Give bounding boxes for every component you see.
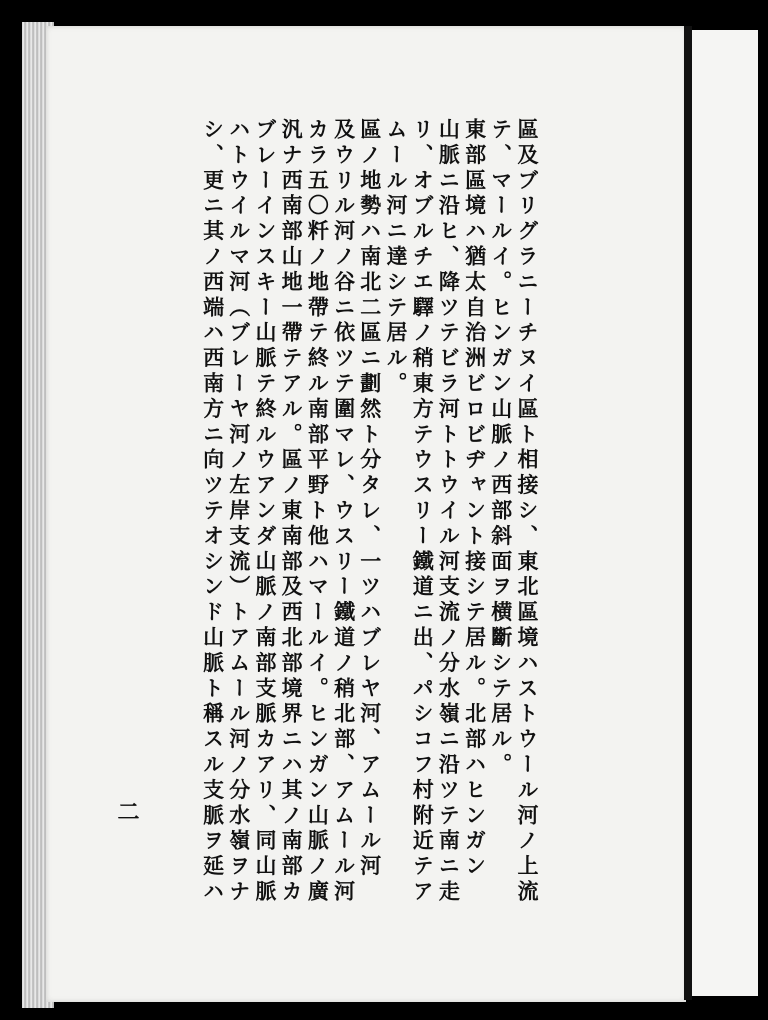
text-line-3: 山脈ニ沿ヒ、降ツテビラ河トトウイル河支流ノ分水嶺ニ沿ツテ南ニ走 bbox=[436, 118, 462, 906]
page-number: 二 bbox=[114, 800, 140, 822]
text-line-7: 及ウリル河ノ谷ニ依ツテ圍マレ、ウスリー鐵道ノ稍北部、アムール河 bbox=[331, 118, 357, 906]
text-line-8: カラ五〇粁ノ地帶テ終ル南部平野ト他ハマールイ。ヒンガン山脈ノ廣 bbox=[305, 118, 331, 906]
text-line-6: 區ノ地勢ハ南北二區ニ劃然ト分タレ、一ツハブレヤ河、アムール河 bbox=[357, 118, 383, 880]
text-line-9: 汎ナ西南部山地一帶テアル。區ノ東南部及西北部境界ニハ其ノ南部カ bbox=[279, 118, 305, 906]
text-line-12: シ、更ニ其ノ西端ハ西南方ニ向ツテオシンド山脈ト稱スル支脈ヲ延ハ bbox=[200, 118, 226, 906]
text-line-5: ムール河ニ達シテ居ル。 bbox=[383, 118, 409, 398]
facing-page-edge bbox=[692, 30, 758, 996]
text-line-2: 東部區境ハ猶太自治洲ビロビヂャント接シテ居ル。北部ハヒンガン bbox=[462, 118, 488, 880]
vertical-text-block bbox=[140, 118, 540, 958]
book-gutter bbox=[684, 26, 692, 1000]
text-line-4: リ、オブルチエ驛ノ稍東方テウスリー鐵道ニ出、パシコフ村附近テア bbox=[410, 118, 436, 906]
text-line-0: 區及ブリグラニーチヌイ區ト相接シ、東北區境ハストウール河ノ上流 bbox=[515, 118, 540, 906]
text-line-11: ハトウイルマ河（ブレーヤ河ノ左岸支流）トアムール河ノ分水嶺ヲナ bbox=[226, 118, 252, 906]
text-line-1: テ、マールイ。ヒンガン山脈ノ西部斜面ヲ横斷シテ居ル。 bbox=[488, 118, 514, 779]
text-line-10: ブレーインスキー山脈テ終ルウアンダ山脈ノ南部支脈カアリ、同山脈 bbox=[252, 118, 278, 906]
